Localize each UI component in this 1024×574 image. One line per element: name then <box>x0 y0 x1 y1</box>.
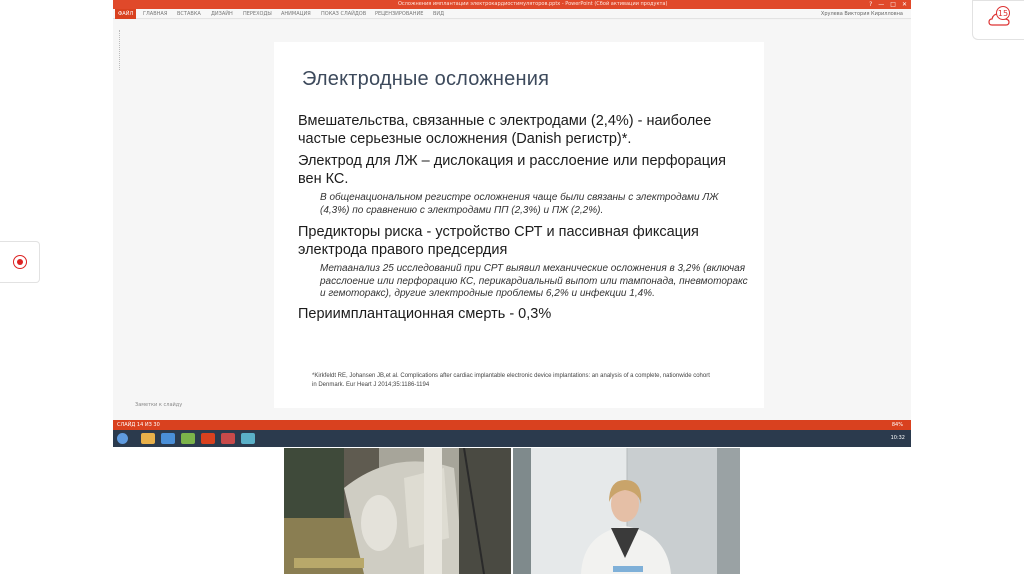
browser-icon[interactable] <box>161 433 175 444</box>
notes-label[interactable]: Заметки к слайду <box>135 402 183 408</box>
share-button[interactable] <box>972 0 1024 40</box>
bullet-3: Предикторы риска - устройство СРТ и пассивная фиксация электрода правого предсердия <box>298 224 699 258</box>
explorer-icon[interactable] <box>141 433 155 444</box>
powerpoint-icon[interactable] <box>201 433 215 444</box>
footnote: *Kirkfeldt RE, Johansen JB,et al. Complications after cardiac implantable electronic device implantations: an analysis of a complete, nationwide cohort in Denmark. Eur Heart J 2014;35:1186-1194 <box>312 373 710 388</box>
start-button[interactable] <box>117 433 128 444</box>
zoom-level[interactable]: 84% <box>891 422 903 428</box>
presentation-window <box>113 0 911 447</box>
bullet-4: Периимплантационная смерть - 0,3% <box>298 305 552 322</box>
user-name[interactable]: Хрулева Виктория Кирилловна <box>820 11 903 17</box>
slide-body <box>298 112 748 323</box>
sub-bullet-2: Метаанализ 25 исследований при СРТ выявил механические осложнения в 3,2% (включая расслоение или перфорацию КС, перикардиальный выпот или тампонада, пневмоторакс и гемоторакс), другие электродные проблемы 6,2% и инфекции 1,4%. <box>320 263 748 299</box>
slide-title: Электродные осложнения <box>302 68 550 90</box>
status-bar <box>113 420 911 430</box>
close-button[interactable]: ✕ <box>901 1 907 8</box>
operating-room-image <box>284 448 511 574</box>
slide-editor <box>113 20 911 420</box>
slide[interactable] <box>274 42 764 408</box>
minimize-button[interactable]: — <box>878 1 885 8</box>
tab-file[interactable]: ФАЙЛ <box>115 9 136 19</box>
document-title: Осложнения имплантации электрокардиостимуляторов.pptx - PowerPoint (Сбой активации продукта) <box>398 1 668 7</box>
record-button[interactable] <box>0 241 40 283</box>
maximize-button[interactable]: □ <box>890 1 896 8</box>
video-feed-room[interactable] <box>284 448 511 574</box>
notification-badge: 15 <box>996 6 1010 20</box>
sub-bullet-1: В общенациональном регистре осложнения чаще были связаны с электродами ЛЖ (4,3%) по сравнению с электродами ПП (2,3%) и ПЖ (2,2%). <box>320 192 719 216</box>
video-feed-presenter[interactable] <box>513 448 740 574</box>
record-icon <box>13 255 27 269</box>
media-icon[interactable] <box>221 433 235 444</box>
chrome-icon[interactable] <box>241 433 255 444</box>
tab-design[interactable]: ДИЗАЙН <box>211 11 233 17</box>
title-bar <box>113 0 911 9</box>
presenter-image <box>513 448 740 574</box>
tab-insert[interactable]: ВСТАВКА <box>177 11 201 17</box>
tab-review[interactable]: РЕЦЕНЗИРОВАНИЕ <box>375 11 424 17</box>
taskbar-clock: 10:32 <box>890 435 905 441</box>
ribbon-tabs <box>113 9 911 19</box>
vertical-ruler <box>119 30 121 70</box>
tab-animation[interactable]: АНИМАЦИЯ <box>281 11 311 17</box>
tab-view[interactable]: ВИД <box>433 11 445 17</box>
help-button[interactable]: ? <box>869 1 873 8</box>
tab-home[interactable]: ГЛАВНАЯ <box>143 11 168 17</box>
tab-transitions[interactable]: ПЕРЕХОДЫ <box>243 11 272 17</box>
taskbar <box>113 430 911 447</box>
app-icon[interactable] <box>181 433 195 444</box>
bullet-2: Электрод для ЛЖ – дислокация и расслоение или перфорация вен КС. <box>298 153 727 187</box>
bullet-1: Вмешательства, связанные с электродами (2,4%) - наиболее частые серьезные осложнения (Danish регистр)*. <box>298 113 712 147</box>
tab-slideshow[interactable]: ПОКАЗ СЛАЙДОВ <box>321 11 367 17</box>
slide-counter: СЛАЙД 14 ИЗ 30 <box>117 422 160 428</box>
